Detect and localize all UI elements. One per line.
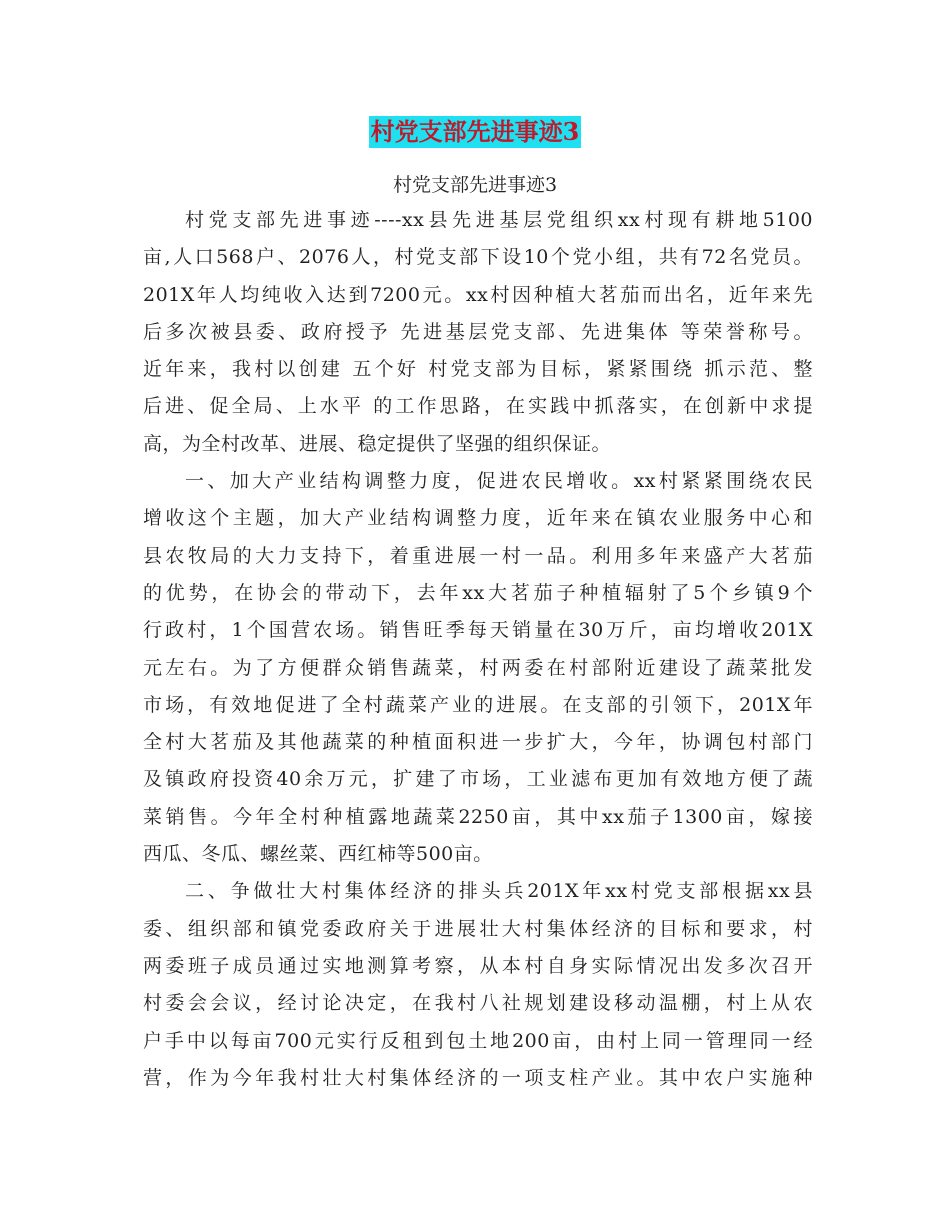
- paragraph-1-line: 村党支部先进事迹----xx县先进基层党组织xx村现有耕地5100: [185, 209, 813, 231]
- paragraph-3-line: 二、争做壮大村集体经济的排头兵201X年xx村党支部根据xx县: [185, 880, 813, 903]
- paragraph-2-line: 增收这个主题，加大产业结构调整力度，近年来在镇农业服务中心和: [143, 507, 813, 530]
- paragraph-2-line: 元左右。为了方便群众销售蔬菜，村两委在村部附近建设了蔬菜批发: [143, 656, 813, 679]
- paragraph-2-line: 一、加大产业结构调整力度，促进农民增收。xx村紧紧围绕农民: [185, 470, 813, 493]
- paragraph-2-line: 市场，有效地促进了全村蔬菜产业的进展。在支部的引领下，201X年: [143, 693, 813, 716]
- paragraph-3-line: 委、组织部和镇党委政府关于进展壮大村集体经济的目标和要求，村: [143, 917, 813, 940]
- document-title-text: 村党支部先进事迹3: [370, 117, 580, 146]
- document-body: [143, 202, 813, 1097]
- paragraph-1-line: 后进、促全局、上水平 的工作思路，在实践中抓落实，在创新中求提: [143, 395, 813, 418]
- paragraph-3-line: 两委班子成员通过实地测算考察，从本村自身实际情况出发多次召开: [143, 954, 813, 977]
- paragraph-1-line: 亩,人口568户、2076人，村党支部下设10个党小组，共有72名党员。: [143, 246, 813, 269]
- paragraph-1-line: 201X年人均纯收入达到7200元。xx村因种植大茗茄而出名，近年来先: [143, 283, 813, 306]
- paragraph-3-line: 村委会会议，经讨论决定，在我村八社规划建设移动温棚，村上从农: [143, 992, 813, 1015]
- paragraph-2-line: 及镇政府投资40余万元，扩建了市场，工业滤布更加有效地方便了蔬: [143, 768, 813, 791]
- paragraph-3-line: 户手中以每亩700元实行反租到包土地200亩，由村上同一管理同一经: [143, 1029, 813, 1052]
- paragraph-2-line: 全村大茗茄及其他蔬菜的种植面积进一步扩大，今年，协调包村部门: [143, 731, 813, 754]
- paragraph-1-line: 高，为全村改革、进展、稳定提供了坚强的组织保证。: [143, 432, 612, 455]
- paragraph-2-line: 县农牧局的大力支持下，着重进展一村一品。利用多年来盛产大茗茄: [143, 544, 813, 567]
- document-subtitle: 村党支部先进事迹3: [392, 174, 558, 196]
- paragraph-3-line: 营，作为今年我村壮大村集体经济的一项支柱产业。其中农户实施种: [143, 1066, 813, 1089]
- document-title: [0, 110, 950, 148]
- paragraph-2-line: 西瓜、冬瓜、螺丝菜、西红柿等500亩。: [143, 843, 493, 866]
- paragraph-2-line: 行政村，1个国营农场。销售旺季每天销量在30万斤，亩均增收201X: [143, 619, 813, 642]
- paragraph-1-line: 近年来，我村以创建 五个好 村党支部为目标，紧紧围绕 抓示范、整: [143, 358, 813, 381]
- paragraph-2-line: 菜销售。今年全村种植露地蔬菜2250亩，其中xx茄子1300亩，嫁接: [143, 805, 813, 828]
- paragraph-1-line: 后多次被县委、政府授予 先进基层党支部、先进集体 等荣誉称号。: [143, 320, 813, 343]
- paragraph-2-line: 的优势，在协会的带动下，去年xx大茗茄子种植辐射了5个乡镇9个: [143, 581, 813, 604]
